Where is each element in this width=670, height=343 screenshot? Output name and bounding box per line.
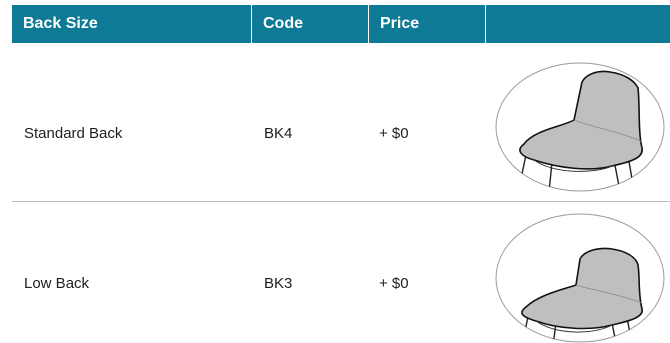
code-cell: BK4: [264, 125, 293, 142]
low-back-chair-icon: [494, 213, 666, 343]
table-header: [12, 5, 670, 43]
header-code: Code: [252, 5, 369, 43]
table-row: [12, 43, 670, 202]
price-cell: + $0: [379, 275, 409, 292]
back-size-cell: Standard Back: [24, 125, 123, 142]
code-cell: BK3: [264, 275, 293, 292]
header-price: Price: [369, 5, 486, 43]
price-cell: + $0: [379, 125, 409, 142]
back-size-table: [12, 5, 670, 292]
header-image: [486, 5, 670, 43]
standard-back-chair-icon: [494, 62, 666, 192]
table-row: [12, 202, 670, 341]
header-back-size: Back Size: [12, 5, 252, 43]
back-size-cell: Low Back: [24, 275, 90, 292]
